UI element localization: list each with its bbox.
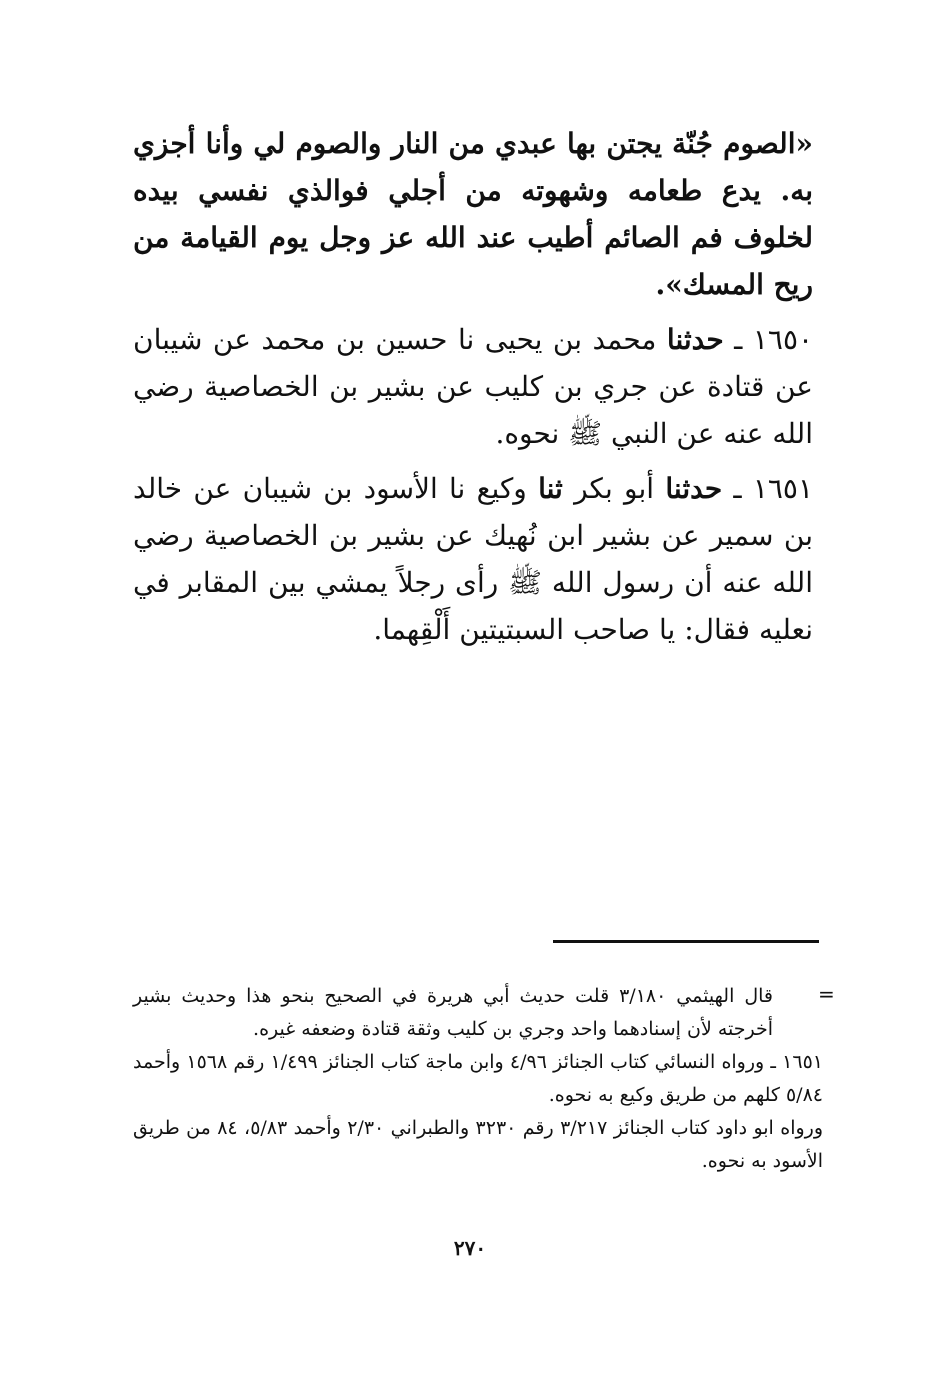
- hadith-1651: [133, 465, 813, 653]
- hadith-text-a: أبو بكر: [574, 472, 655, 505]
- hadith-keyword-2: ثنا: [538, 472, 563, 505]
- footnote-continued: قال الهيثمي ٣/١٨٠ قلت حديث أبي هريرة في الصحيح بنحو هذا وحديث بشير أخرجته لأن إسنادهما واحد وجري بن كليب وثقة قتادة وضعفه غيره.: [133, 985, 773, 1040]
- footnote-continuation-marker: =: [818, 982, 835, 1006]
- page-number: ٢٧٠: [453, 1236, 487, 1260]
- hadith-text: محمد بن يحيى نا حسين بن محمد عن شيبان عن قتادة عن جري بن كليب عن بشير بن الخصاصية رضي الله عنه عن النبي ﷺ نحوه.: [133, 323, 813, 450]
- footnote-1651-b: ورواه ابو داود كتاب الجنائز ٣/٢١٧ رقم ٣٢٣٠ والطبراني ٢/٣٠ وأحمد ٥/٨٣، ٨٤ من طريق الأسود به نحوه.: [133, 1117, 823, 1172]
- footnote-1651: ١٦٥١ ـ ورواه النسائي كتاب الجنائز ٤/٩٦ وابن ماجة كتاب الجنائز ١/٤٩٩ رقم ١٥٦٨ وأحمد ٥/٨٤ كلهم من طريق وكيع به نحوه.: [133, 1051, 823, 1106]
- quote-paragraph: «الصوم جُنّة يجتن بها عبدي من النار والصوم لي وأنا أجزي به. يدع طعامه وشهوته من أجلي فوالذي نفسي بيده لخلوف فم الصائم أطيب عند الله عز وجل يوم القيامة من ريح المسك».: [133, 127, 813, 301]
- footnote-divider: [553, 940, 819, 943]
- hadith-text-b: وكيع نا الأسود بن شيبان عن خالد بن سمير عن بشير ابن نُهيك عن بشير بن الخصاصية رضي الله عنه أن رسول الله ﷺ رأى رجلاً يمشي بين المقابر في نعليه فقال: يا صاحب السبتيتين أَلْقِهما.: [133, 472, 813, 646]
- hadith-keyword: حدثنا: [665, 472, 723, 505]
- hadith-keyword: حدثنا: [666, 323, 724, 356]
- main-text: [133, 120, 813, 661]
- footnotes: [133, 980, 823, 1178]
- hadith-number: ١٦٥٠ ـ: [734, 323, 814, 356]
- hadith-number: ١٦٥١ ـ: [733, 472, 813, 505]
- hadith-1650: [133, 316, 813, 457]
